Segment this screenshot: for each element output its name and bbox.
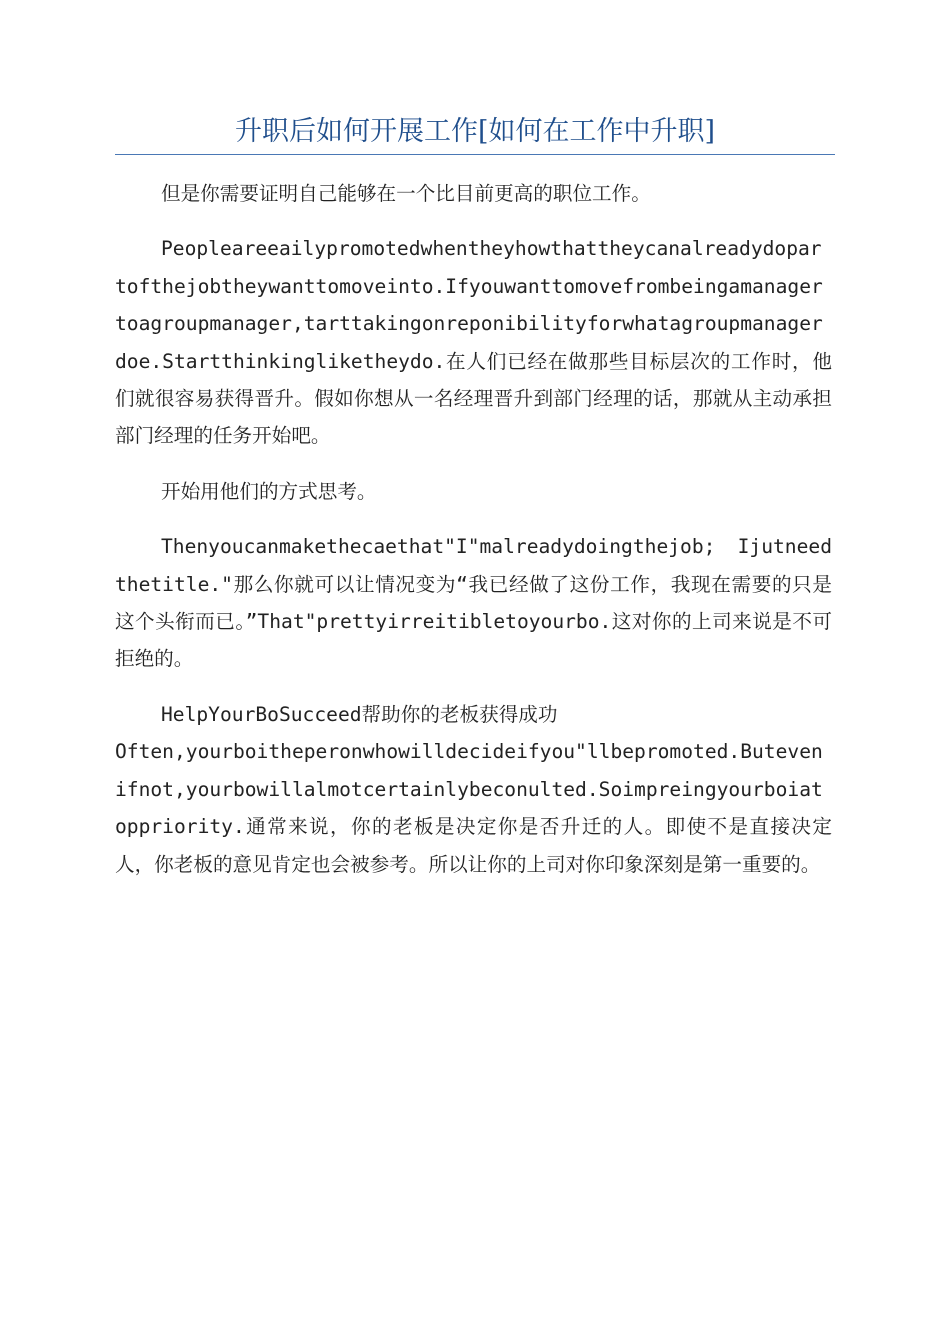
paragraph-5: Often,yourboitheperonwhowilldecideifyou"llbepromoted.Butevenifnot,yourbowillalmotcertainlybeconulted.Soimpreingyourboiatoppriority.通常来说，你的老板是决定你是否升迁的人。即使不是直接决定人，你老板的意见肯定也会被参考。所以让你的上司对你印象深刻是第一重要的。 [115,740,832,876]
document-body [115,175,832,883]
paragraph-4: Thenyoucanmakethecaethat"I"malreadydoingthejob; Ijutneedthetitle."那么你就可以让情况变为“我已经做了这份工作，我现在需要的只是这个头衔而已。”That"prettyirreitibletoyourbo.这对你的上司来说是不可拒绝的。 [115,535,832,671]
paragraph-2: Peopleareeailypromotedwhentheyhowthattheycanalreadydopartofthejobtheywanttomoveinto.Ifyouwanttomovefrombeingamanagertoagroupmanager,tarttakingonreponibilityforwhatagroupmanagerdoe.Startthinkingliketheydo.在人们已经在做那些目标层次的工作时，他们就很容易获得晋升。假如你想从一名经理晋升到部门经理的话，那就从主动承担部门经理的任务开始吧。 [115,237,832,448]
paragraph-3: 开始用他们的方式思考。 [161,479,377,503]
document-title: 升职后如何开展工作[如何在工作中升职] [234,116,716,147]
paragraph-1: 但是你需要证明自己能够在一个比目前更高的职位工作。 [161,182,651,205]
title-underline [115,154,835,155]
section-heading: HelpYourBoSucceed帮助你的老板获得成功 [161,702,558,726]
